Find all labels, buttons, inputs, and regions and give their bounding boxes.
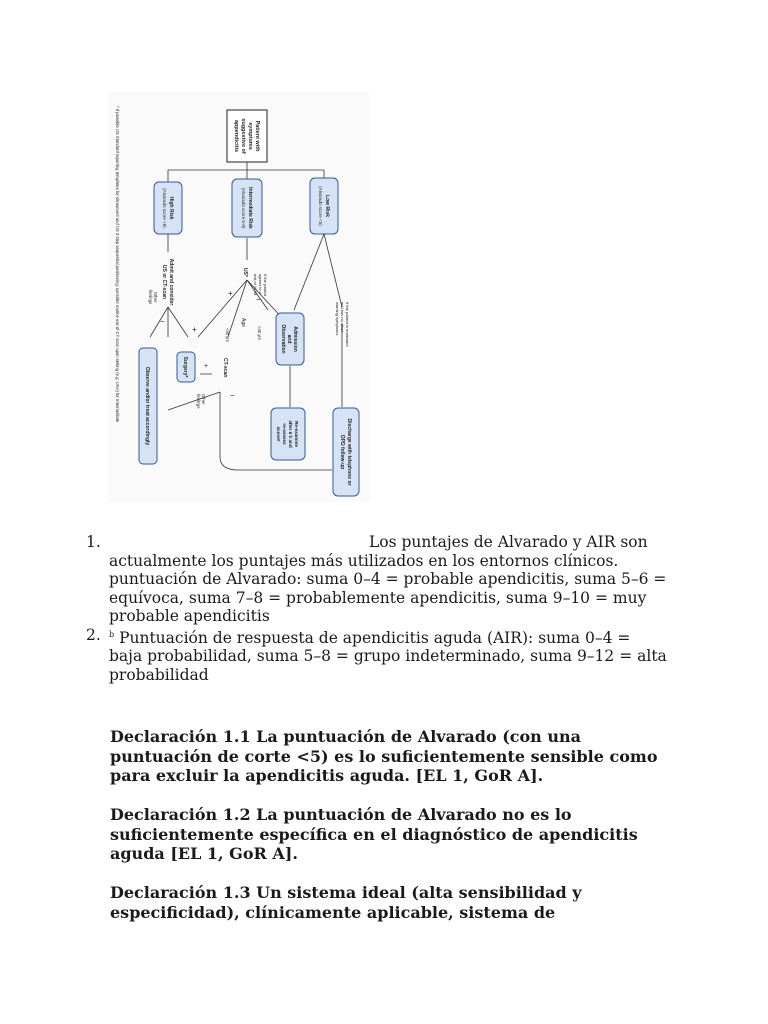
svg-text:Re-examine: Re-examine: [294, 421, 299, 447]
footnote-marker: b: [109, 629, 115, 639]
svg-text:OPD follow-up: OPD follow-up: [339, 434, 345, 470]
label-age-lt: <40 yrs: [225, 328, 230, 342]
svg-text:Other: Other: [201, 394, 206, 405]
svg-text:(Alvarado score 5-8): (Alvarado score 5-8): [241, 187, 246, 229]
svg-text:symptoms: symptoms: [247, 122, 253, 150]
label-minus-3: −: [230, 391, 235, 400]
svg-text:Admission: Admission: [292, 326, 298, 352]
footnote-item-1: [0, 533, 768, 626]
statement-1-2: Declaración 1.2 La puntuación de Alvarado no es lo suficientemente específica en el diagnóstico de apendicitis aguda [EL 1, GoR A].: [110, 805, 638, 863]
svg-text:If the patient: If the patient: [263, 274, 268, 297]
footnote-text: Los puntajes de Alvarado y AIR son actualmente los puntajes más utilizados en los entornos clínicos. puntuación de Alvarado: suma 0–4 = probable apendicitis, suma 5–6 = equívoca, suma 7–8 = probablemente apendicitis, suma 9–10 = muy probable apendicitis: [109, 533, 667, 625]
node-admit: [161, 259, 174, 306]
flowchart-footnote: * If possible US Standard reporting templates for ultrasound and US 3 step sequential positioning; consider routine use of CT scan upon setting (e.g. USA) for Intermediate: [115, 106, 120, 423]
svg-text:warning symptoms: warning symptoms: [335, 302, 340, 336]
svg-text:Observation: Observation: [280, 324, 286, 354]
svg-text:findings: findings: [196, 394, 201, 409]
svg-text:after 6 h and: after 6 h and: [288, 420, 293, 448]
statement-1-1: Declaración 1.1 La puntuación de Alvarado (con una puntuación de corte <5) es lo suficientemente sensible como para excluir la apendicitis aguda. [EL 1, GoR A].: [110, 727, 658, 785]
node-ctscan: CT-scan: [222, 358, 228, 378]
label-other-findings-2: [196, 394, 206, 408]
footnotes-list: [0, 533, 768, 684]
svg-text:Discharge with telephone or: Discharge with telephone or: [346, 418, 352, 486]
svg-text:Admit and consider: Admit and consider: [168, 258, 174, 306]
node-start: [227, 110, 267, 162]
svg-text:agrees to a: agrees to a: [258, 274, 263, 295]
label-other-findings-1: [148, 290, 158, 304]
label-minus-1: −: [160, 317, 165, 326]
statement-1-3: Declaración 1.3 Un sistema ideal (alta sensibilidad y especificidad), clínicamente aplicable, sistema de: [110, 883, 582, 922]
svg-text:and: and: [286, 334, 292, 344]
svg-text:Intermediate Risk: Intermediate Risk: [247, 187, 253, 229]
svg-text:(Alvarado score >8): (Alvarado score >8): [162, 188, 167, 228]
node-surgery: [177, 352, 195, 382]
svg-text:and has no other: and has no other: [340, 302, 345, 333]
node-intermediate-risk: [232, 179, 262, 237]
svg-text:appendicitis: appendicitis: [233, 119, 239, 153]
label-plus-3: +: [204, 363, 209, 370]
label-if-motivated: [335, 302, 350, 346]
svg-text:High Risk: High Risk: [168, 196, 174, 220]
svg-text:suggestive of: suggestive of: [240, 118, 246, 154]
node-us: US*: [242, 268, 248, 277]
svg-text:findings: findings: [148, 289, 153, 305]
footnote-text: Puntuación de respuesta de apendicitis aguda (AIR): suma 0–4 = baja probabilidad, suma 5–8 = grupo indeterminado, suma 9–12 = alta probabilidad: [109, 628, 667, 684]
label-age-gt: >40 yrs: [257, 326, 262, 340]
node-observe: [139, 348, 157, 464]
svg-text:trial of NOM: trial of NOM: [253, 274, 258, 296]
footnote-number: 1.: [86, 533, 101, 551]
node-admission: [276, 313, 304, 365]
label-plus-1: +: [192, 325, 197, 334]
footnote-item-2: [0, 626, 768, 685]
node-discharge: [333, 408, 359, 496]
label-age: Age: [240, 318, 246, 327]
flowchart-svg: [108, 92, 370, 502]
appendicitis-flowchart: [108, 92, 370, 502]
svg-text:re-assess: re-assess: [282, 423, 287, 445]
svg-text:(Alvarado score <5): (Alvarado score <5): [318, 186, 323, 226]
label-if-patient-agrees: [253, 274, 268, 297]
svg-text:Low Risk: Low Risk: [324, 195, 330, 217]
svg-text:If the patient is motivated: If the patient is motivated: [345, 302, 350, 347]
svg-text:US or CT-scan: US or CT-scan: [161, 264, 167, 300]
label-minus-2: −: [256, 295, 261, 304]
node-low-risk: [310, 178, 338, 234]
svg-text:score#: score#: [276, 426, 281, 442]
svg-text:Patient with: Patient with: [254, 120, 260, 152]
svg-text:Observe and/or treat according: Observe and/or treat accordingly: [144, 366, 150, 446]
svg-text:Other: Other: [153, 291, 158, 303]
footnote-number: 2.: [86, 625, 101, 644]
label-plus-2: +: [228, 289, 233, 298]
node-reexamine: [271, 408, 305, 460]
node-high-risk: [154, 182, 182, 234]
svg-text:Surgery*: Surgery*: [182, 356, 188, 378]
